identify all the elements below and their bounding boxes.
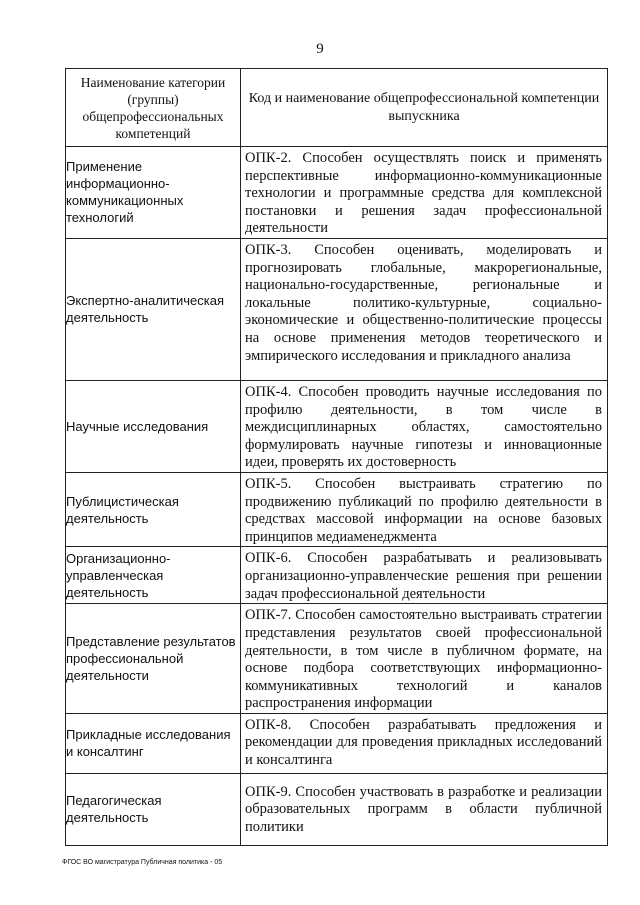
- table-row: [66, 238, 608, 380]
- competency-cell: ОПК-9. Способен участвовать в разработке и реализации образовательных программ в области публичной политики: [245, 783, 602, 836]
- category-cell: Представление результатов профессиональной деятельности: [66, 604, 241, 714]
- table-row: [66, 147, 608, 239]
- category-cell: Публицистическая деятельность: [66, 472, 241, 546]
- competency-cell: ОПК-2. Способен осуществлять поиск и применять перспективные информационно-коммуникационные технологии и программные средства для комплексной постановки и решения задач профессиональной деятельности: [245, 150, 602, 237]
- competency-cell: ОПК-6. Способен разрабатывать и реализовывать организационно-управленческие решения при решении задач профессиональной деятельности: [245, 550, 602, 602]
- table-row: [66, 472, 608, 546]
- table-row: [66, 547, 608, 604]
- header-category: Наименование категории (группы) общепрофессиональных компетенций: [66, 69, 241, 147]
- table-row: [66, 604, 608, 714]
- page-number: 9: [316, 41, 324, 57]
- table-row: [66, 380, 608, 472]
- competencies-table: [65, 68, 608, 846]
- competency-cell: ОПК-5. Способен выстраивать стратегию по продвижению публикаций по профилю деятельности в средствах массовой информации на основе базовых принципов медиаменеджмента: [245, 475, 602, 545]
- competency-cell: ОПК-4. Способен проводить научные исследования по профилю деятельности, в том числе в междисциплинарных областях, самостоятельно формулировать научные гипотезы и инновационные идеи, проверять их достоверность: [245, 383, 602, 471]
- category-cell: Научные исследования: [66, 380, 241, 472]
- header-competency: Код и наименование общепрофессиональной компетенции выпускника: [241, 69, 608, 147]
- footer-text: ФГОС ВО магистратура Публичная политика - 05: [62, 859, 223, 866]
- competency-cell: ОПК-8. Способен разрабатывать предложения и рекомендации для проведения прикладных исследований и консалтинга: [245, 716, 602, 769]
- category-cell: Прикладные исследования и консалтинг: [66, 713, 241, 773]
- table-row: [66, 773, 608, 845]
- table-header-row: [66, 69, 608, 147]
- category-cell: Применение информационно-коммуникационных технологий: [66, 147, 241, 239]
- table-row: [66, 713, 608, 773]
- competency-cell: ОПК-3. Способен оценивать, моделировать и прогнозировать глобальные, макрорегиональные, национально-государственные, региональные и локальные политико-культурные, социально-экономические и общественно-политические процессы на основе применения методов теоретического и эмпирического исследования и прикладного анализа: [245, 241, 602, 364]
- category-cell: Педагогическая деятельность: [66, 773, 241, 845]
- category-cell: Организационно-управленческая деятельность: [66, 547, 241, 604]
- competency-cell: ОПК-7. Способен самостоятельно выстраивать стратегии представления результатов своей профессиональной деятельности, в том числе в публичном формате, на основе подбора соответствующих информационно-коммуникативных технологий и каналов распространения информации: [245, 607, 602, 712]
- category-cell: Экспертно-аналитическая деятельность: [66, 238, 241, 380]
